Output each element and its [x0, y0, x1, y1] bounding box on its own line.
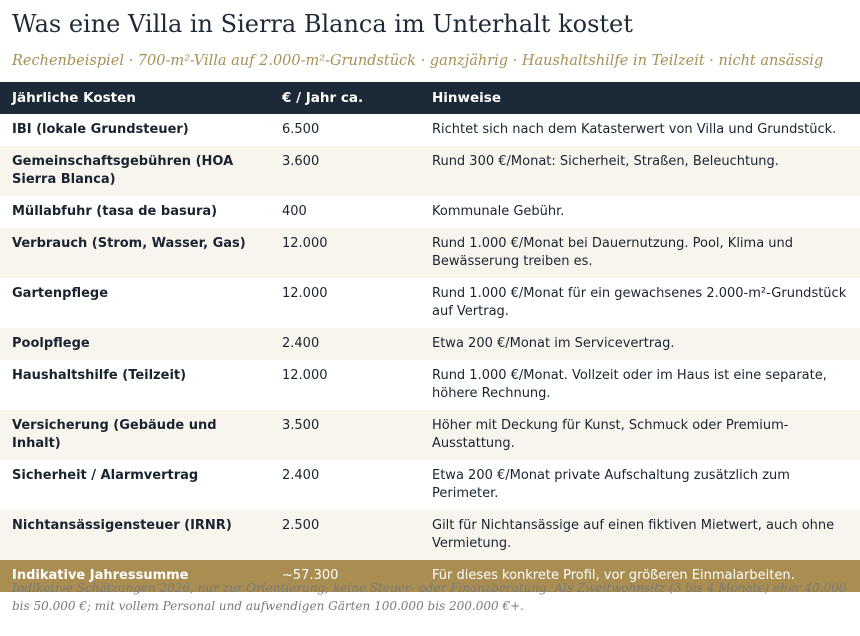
- header-amount: € / Jahr ca.: [282, 90, 364, 106]
- table-row: [0, 228, 860, 278]
- cost-note: Höher mit Deckung für Kunst, Schmuck oder Premium-Ausstattung.: [432, 418, 789, 451]
- cost-table: [0, 82, 860, 592]
- table-row: [0, 410, 860, 460]
- cost-name: Müllabfuhr (tasa de basura): [12, 204, 218, 219]
- cost-note: Rund 300 €/Monat: Sicherheit, Straßen, Beleuchtung.: [432, 154, 779, 169]
- cost-amount: 2.400: [282, 336, 320, 351]
- cost-amount: 12.000: [282, 368, 328, 383]
- cost-name: Verbrauch (Strom, Wasser, Gas): [12, 236, 246, 251]
- total-note: Für dieses konkrete Profil, vor größeren Einmalarbeiten.: [432, 568, 795, 583]
- table-row: [0, 360, 860, 410]
- cost-amount: 3.500: [282, 418, 320, 433]
- cost-name: Poolpflege: [12, 336, 90, 351]
- table-row: [0, 328, 860, 360]
- cost-amount: 6.500: [282, 122, 320, 137]
- cost-amount: 12.000: [282, 236, 328, 251]
- table-row: [0, 510, 860, 560]
- cost-name: IBI (lokale Grundsteuer): [12, 122, 189, 137]
- cost-amount: 2.500: [282, 518, 320, 533]
- cost-note: Rund 1.000 €/Monat. Vollzeit oder im Haus ist eine separate, höhere Rechnung.: [432, 368, 827, 401]
- cost-amount: 12.000: [282, 286, 328, 301]
- header-row: [0, 82, 860, 114]
- table-row: [0, 278, 860, 328]
- cost-name: Gemeinschaftsgebühren (HOA Sierra Blanca): [12, 154, 234, 187]
- cost-name: Gartenpflege: [12, 286, 109, 301]
- page-title: Was eine Villa in Sierra Blanca im Unterhalt kostet: [12, 10, 633, 38]
- cost-amount: 3.600: [282, 154, 320, 169]
- cost-amount: 2.400: [282, 468, 320, 483]
- cost-name: Nichtansässigensteuer (IRNR): [12, 518, 232, 533]
- cost-note: Richtet sich nach dem Katasterwert von Villa und Grundstück.: [432, 122, 837, 137]
- table-row: [0, 196, 860, 228]
- total-amount: ~57.300: [282, 568, 339, 583]
- cost-note: Rund 1.000 €/Monat für ein gewachsenes 2.000-m²-Grundstück auf Vertrag.: [432, 286, 847, 319]
- table-row: [0, 114, 860, 146]
- cost-name: Versicherung (Gebäude und Inhalt): [12, 418, 217, 451]
- cost-note: Etwa 200 €/Monat im Servicevertrag.: [432, 336, 675, 351]
- cost-amount: 400: [282, 204, 307, 219]
- cost-note: Kommunale Gebühr.: [432, 204, 565, 219]
- cost-note: Etwa 200 €/Monat private Aufschaltung zusätzlich zum Perimeter.: [432, 468, 790, 501]
- cost-note: Gilt für Nichtansässige auf einen fiktiven Mietwert, auch ohne Vermietung.: [432, 518, 835, 551]
- table-body: [0, 114, 860, 560]
- cost-name: Sicherheit / Alarmvertrag: [12, 468, 199, 483]
- cost-note: Rund 1.000 €/Monat bei Dauernutzung. Pool, Klima und Bewässerung treiben es.: [432, 236, 794, 269]
- total-label: Indikative Jahressumme: [12, 568, 189, 583]
- page-subtitle: Rechenbeispiel · 700-m²-Villa auf 2.000-m²-Grundstück · ganzjährig · Haushaltshilfe in Teilzeit · nicht ansässig: [12, 53, 824, 69]
- header-notes: Hinweise: [432, 90, 501, 106]
- footnote: Indikative Schätzungen 2026, nur zur Orientierung; keine Steuer- oder Finanzberatung. Als Zweitwohnsitz (3 bis 4 Monate) eher 40.000 bis 50.000 €; mit vollem Personal und aufwendigen Gärten 100.000 bis 200.000 €+.: [12, 581, 847, 613]
- table-row: [0, 460, 860, 510]
- header-cost-type: Jährliche Kosten: [12, 90, 136, 106]
- table-header: [0, 82, 860, 114]
- table-row: [0, 146, 860, 196]
- cost-name: Haushaltshilfe (Teilzeit): [12, 368, 187, 383]
